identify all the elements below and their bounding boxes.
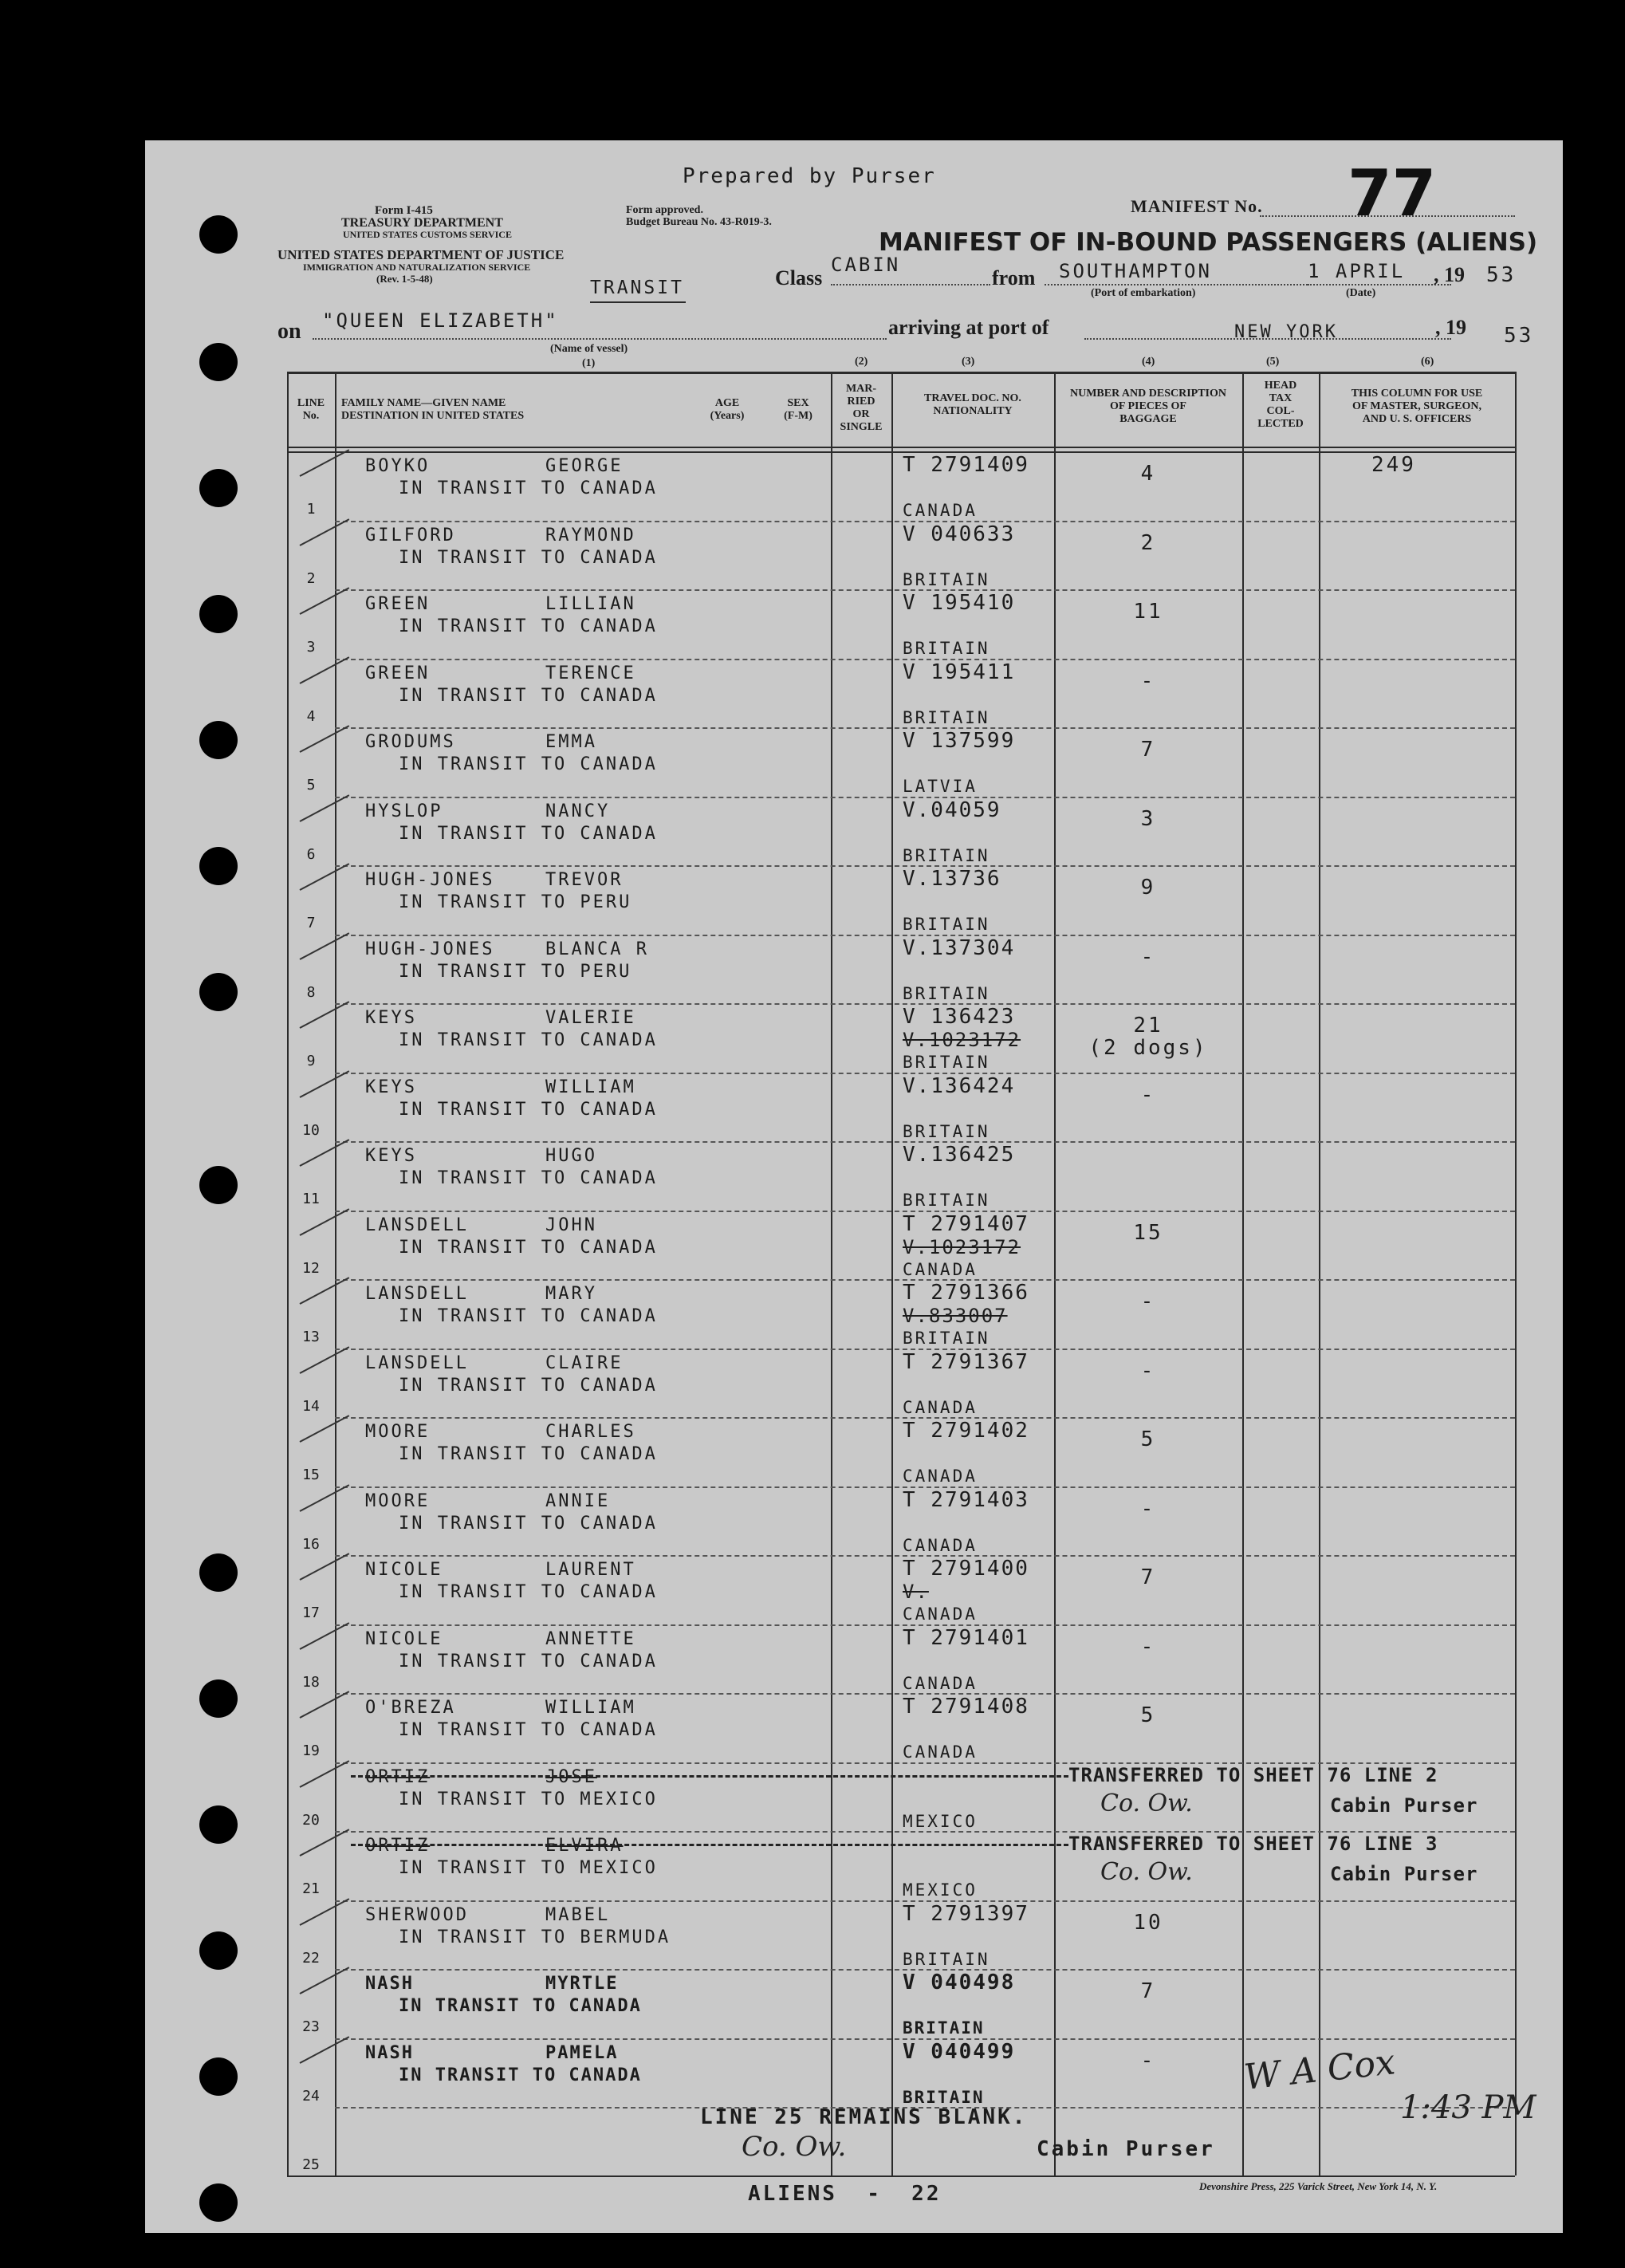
from-label: from bbox=[992, 266, 1036, 289]
line-number: 1 bbox=[306, 501, 316, 518]
nationality: BRITAIN bbox=[903, 1191, 990, 1210]
baggage-count: - bbox=[1140, 2048, 1156, 2073]
punch-hole bbox=[199, 1166, 238, 1204]
vessel-num: (1) bbox=[582, 357, 596, 369]
destination: IN TRANSIT TO CANADA bbox=[399, 1651, 658, 1671]
nationality: BRITAIN bbox=[903, 845, 990, 865]
given-name: NANCY bbox=[545, 801, 611, 821]
destination: IN TRANSIT TO CANADA bbox=[399, 1099, 658, 1120]
baggage-count: 7 bbox=[1140, 1565, 1156, 1589]
line-number: 10 bbox=[302, 1121, 320, 1139]
family-name: KEYS bbox=[365, 1146, 417, 1166]
nationality: BRITAIN bbox=[903, 2018, 985, 2038]
travel-doc-no-alt: V.1023172 bbox=[903, 1029, 1021, 1051]
given-name: RAYMOND bbox=[545, 525, 636, 545]
given-name: PAMELA bbox=[545, 2042, 619, 2063]
nationality: BRITAIN bbox=[903, 569, 990, 589]
vessel-note: (Name of vessel) bbox=[550, 343, 628, 355]
given-name: GEORGE bbox=[545, 456, 624, 476]
year-value-2: 53 bbox=[1504, 324, 1534, 348]
travel-doc-no: V 137599 bbox=[903, 729, 1016, 753]
nationality: CANADA bbox=[903, 1397, 978, 1417]
col-officers: THIS COLUMN FOR USE OF MASTER, SURGEON, AND U. S. OFFICERS bbox=[1351, 388, 1483, 425]
nationality: CANADA bbox=[903, 1535, 978, 1555]
dept-justice: UNITED STATES DEPARTMENT OF JUSTICE bbox=[277, 247, 565, 262]
destination: IN TRANSIT TO PERU bbox=[399, 961, 632, 982]
baggage-count: 11 bbox=[1133, 600, 1163, 624]
budget-bureau: Budget Bureau No. 43-R019-3. bbox=[626, 216, 772, 228]
punch-hole bbox=[199, 1679, 238, 1718]
destination: IN TRANSIT TO MEXICO bbox=[399, 1858, 658, 1878]
line-number: 24 bbox=[302, 2087, 320, 2105]
travel-doc-no: T 2791407 bbox=[903, 1211, 1029, 1236]
punch-hole bbox=[199, 1553, 238, 1592]
destination: IN TRANSIT TO CANADA bbox=[399, 1375, 658, 1396]
officer-time: 1:43 PM bbox=[1400, 2089, 1536, 2126]
given-name: MARY bbox=[545, 1284, 597, 1304]
line-number: 6 bbox=[306, 845, 316, 863]
line-number: 19 bbox=[302, 1742, 320, 1759]
travel-doc-no: V.137304 bbox=[903, 935, 1016, 960]
destination: IN TRANSIT TO CANADA bbox=[399, 1030, 658, 1050]
travel-doc-no: T 2791409 bbox=[903, 453, 1029, 477]
nationality: BRITAIN bbox=[903, 1053, 990, 1072]
manifest-no-value: 77 bbox=[1348, 156, 1437, 230]
line-number: 2 bbox=[306, 569, 316, 587]
col-age: AGE (Years) bbox=[710, 397, 745, 422]
baggage-count: 4 bbox=[1140, 462, 1156, 486]
punch-hole bbox=[199, 2183, 238, 2222]
year-prefix-1: , 19 bbox=[1434, 263, 1465, 286]
class-label: Class bbox=[775, 266, 823, 289]
line-number: 11 bbox=[302, 1191, 320, 1207]
travel-doc-no: V 040499 bbox=[903, 2039, 1016, 2064]
family-name: HYSLOP bbox=[365, 801, 443, 821]
line-number: 18 bbox=[302, 1673, 320, 1691]
nationality: CANADA bbox=[903, 1605, 978, 1624]
family-name: LANSDELL bbox=[365, 1353, 469, 1373]
nationality: LATVIA bbox=[903, 777, 978, 796]
line-number: 5 bbox=[306, 777, 316, 793]
travel-doc-no: V 195410 bbox=[903, 591, 1016, 615]
class-value: CABIN bbox=[831, 254, 901, 276]
nationality: BRITAIN bbox=[903, 639, 990, 658]
destination: IN TRANSIT TO CANADA bbox=[399, 754, 658, 774]
family-name: SHERWOOD bbox=[365, 1904, 469, 1925]
printer-imprint: Devonshire Press, 225 Varick Street, New York 14, N. Y. bbox=[1199, 2180, 1438, 2192]
family-name: LANSDELL bbox=[365, 1215, 469, 1235]
family-name: LANSDELL bbox=[365, 1284, 469, 1304]
baggage-count: 10 bbox=[1133, 1910, 1163, 1935]
officer-note: 249 bbox=[1371, 453, 1416, 477]
given-name: BLANCA R bbox=[545, 939, 649, 959]
given-name: EMMA bbox=[545, 732, 597, 752]
given-name: CHARLES bbox=[545, 1422, 636, 1442]
given-name: ELVIRA bbox=[545, 1836, 624, 1856]
transit-label: TRANSIT bbox=[590, 278, 684, 298]
manifest-no-label: MANIFEST No. bbox=[1131, 196, 1263, 216]
from-value: SOUTHAMPTON bbox=[1059, 260, 1212, 282]
destination: IN TRANSIT TO CANADA bbox=[399, 1582, 658, 1602]
nationality: BRITAIN bbox=[903, 1121, 990, 1141]
destination: IN TRANSIT TO CANADA bbox=[399, 478, 658, 498]
given-name: HUGO bbox=[545, 1146, 597, 1166]
travel-doc-no: V 040498 bbox=[903, 1971, 1016, 1994]
col-num-5: (5) bbox=[1266, 356, 1280, 368]
nationality: MEXICO bbox=[903, 1880, 978, 1900]
line-number: 4 bbox=[306, 707, 316, 725]
family-name: ORTIZ bbox=[365, 1836, 431, 1856]
line-number: 23 bbox=[302, 2018, 320, 2035]
baggage-count: 15 bbox=[1133, 1220, 1163, 1245]
travel-doc-no: T 2791402 bbox=[903, 1419, 1029, 1443]
col-num-6: (6) bbox=[1421, 356, 1434, 368]
nationality: MEXICO bbox=[903, 1811, 978, 1831]
travel-doc-no: V 195411 bbox=[903, 660, 1016, 684]
col-baggage: NUMBER AND DESCRIPTION OF PIECES OF BAGGAGE bbox=[1069, 388, 1227, 425]
arriving-value: NEW YORK bbox=[1234, 322, 1338, 342]
form-id: Form I-415 bbox=[375, 204, 433, 217]
destination: IN TRANSIT TO BERMUDA bbox=[399, 1927, 671, 1947]
family-name: NASH bbox=[365, 2042, 414, 2063]
baggage-count: - bbox=[1140, 668, 1156, 693]
line-number: 14 bbox=[302, 1397, 320, 1415]
nationality: CANADA bbox=[903, 1259, 978, 1279]
baggage-count: - bbox=[1140, 944, 1156, 969]
given-name: WILLIAM bbox=[545, 1077, 636, 1097]
year-prefix-2: , 19 bbox=[1435, 316, 1466, 339]
destination: IN TRANSIT TO CANADA bbox=[399, 1444, 658, 1464]
given-name: TERENCE bbox=[545, 663, 636, 683]
family-name: KEYS bbox=[365, 1008, 417, 1028]
travel-doc-no: T 2791401 bbox=[903, 1625, 1029, 1650]
destination: IN TRANSIT TO CANADA bbox=[399, 1237, 658, 1258]
col-num-4: (4) bbox=[1142, 356, 1155, 368]
destination: IN TRANSIT TO MEXICO bbox=[399, 1789, 658, 1809]
family-name: GRODUMS bbox=[365, 732, 456, 752]
baggage-count: 2 bbox=[1140, 530, 1156, 555]
line-number: 7 bbox=[306, 915, 316, 931]
given-name: JOSE bbox=[545, 1766, 597, 1787]
travel-doc-no: V.04059 bbox=[903, 797, 1001, 822]
baggage-count: - bbox=[1140, 1290, 1156, 1313]
given-name: LAURENT bbox=[545, 1560, 636, 1580]
year-value-1: 53 bbox=[1486, 263, 1517, 287]
line-number: 20 bbox=[302, 1811, 320, 1829]
travel-doc-no-alt: V.1023172 bbox=[903, 1235, 1021, 1258]
punch-hole bbox=[199, 595, 238, 633]
punch-hole bbox=[199, 469, 238, 507]
line-number: 16 bbox=[302, 1535, 320, 1553]
line-number: 21 bbox=[302, 1880, 320, 1897]
given-name: MYRTLE bbox=[545, 1974, 619, 1994]
date-note: (Date) bbox=[1346, 287, 1376, 299]
aliens-count: ALIENS - 22 bbox=[748, 2182, 942, 2206]
baggage-count: 7 bbox=[1140, 1979, 1156, 2003]
punch-hole bbox=[199, 973, 238, 1011]
punch-hole bbox=[199, 2057, 238, 2096]
nationality: CANADA bbox=[903, 1742, 978, 1762]
baggage-count: 5 bbox=[1140, 1703, 1156, 1727]
travel-doc-no: T 2791367 bbox=[903, 1349, 1029, 1374]
family-name: HUGH-JONES bbox=[365, 870, 495, 890]
given-name: ANNIE bbox=[545, 1490, 611, 1511]
line-number: 9 bbox=[306, 1053, 316, 1069]
travel-doc-no: T 2791403 bbox=[903, 1487, 1029, 1512]
punch-hole bbox=[199, 847, 238, 885]
travel-doc-no: T 2791408 bbox=[903, 1695, 1029, 1719]
family-name: O'BREZA bbox=[365, 1698, 456, 1718]
nationality: BRITAIN bbox=[903, 707, 990, 727]
family-name: GILFORD bbox=[365, 525, 456, 545]
prepared-by: Prepared by Purser bbox=[683, 164, 936, 188]
family-name: HUGH-JONES bbox=[365, 939, 495, 959]
purser-initials: Co. Ow. bbox=[1100, 1789, 1193, 1817]
punch-hole bbox=[199, 1931, 238, 1970]
travel-doc-no: T 2791366 bbox=[903, 1281, 1029, 1305]
baggage-count: 5 bbox=[1140, 1427, 1156, 1451]
travel-doc-no: V 040633 bbox=[903, 522, 1016, 546]
baggage-count: 7 bbox=[1140, 738, 1156, 762]
officer-signature: W A Cox bbox=[1241, 2042, 1398, 2098]
destination: IN TRANSIT TO CANADA bbox=[399, 1996, 642, 2016]
given-name: JOHN bbox=[545, 1215, 597, 1235]
transfer-purser: Cabin Purser bbox=[1330, 1794, 1478, 1817]
travel-doc-no-alt: V.833007 bbox=[903, 1305, 1008, 1327]
travel-doc-no: T 2791400 bbox=[903, 1557, 1029, 1581]
line-number: 3 bbox=[306, 639, 316, 656]
family-name: BOYKO bbox=[365, 456, 431, 476]
given-name: WILLIAM bbox=[545, 1698, 636, 1718]
family-name: ORTIZ bbox=[365, 1766, 431, 1787]
on-label: on bbox=[277, 319, 301, 344]
nationality: CANADA bbox=[903, 1673, 978, 1693]
col-num-2: (2) bbox=[855, 356, 868, 368]
arriving-label: arriving at port of bbox=[888, 316, 1049, 339]
nationality: BRITAIN bbox=[903, 1329, 990, 1348]
given-name: TREVOR bbox=[545, 870, 624, 890]
destination: IN TRANSIT TO PERU bbox=[399, 892, 632, 912]
dept-treasury-sub: UNITED STATES CUSTOMS SERVICE bbox=[343, 229, 512, 240]
baggage-count: - bbox=[1140, 1496, 1156, 1521]
given-name: LILLIAN bbox=[545, 594, 636, 614]
baggage-count: - bbox=[1140, 1358, 1156, 1383]
family-name: NICOLE bbox=[365, 1628, 443, 1649]
punch-hole bbox=[199, 215, 238, 254]
purser-signature: Co. Ow. bbox=[742, 2131, 847, 2163]
destination: IN TRANSIT TO CANADA bbox=[399, 823, 658, 844]
transfer-note: TRANSFERRED TO SHEET 76 LINE 3 bbox=[1068, 1833, 1438, 1855]
line-number: 8 bbox=[306, 983, 316, 1001]
nationality: BRITAIN bbox=[903, 983, 990, 1003]
destination: IN TRANSIT TO CANADA bbox=[399, 1168, 658, 1188]
family-name: NICOLE bbox=[365, 1560, 443, 1580]
line-number: 12 bbox=[302, 1259, 320, 1277]
col-sex: SEX (F-M) bbox=[784, 397, 812, 422]
travel-doc-no: V.136425 bbox=[903, 1143, 1016, 1167]
given-name: CLAIRE bbox=[545, 1353, 624, 1373]
destination: IN TRANSIT TO CANADA bbox=[399, 1513, 658, 1534]
transfer-note: TRANSFERRED TO SHEET 76 LINE 2 bbox=[1068, 1763, 1438, 1786]
baggage-count: 3 bbox=[1140, 806, 1156, 831]
line-number: 13 bbox=[302, 1329, 320, 1345]
line25-note: LINE 25 REMAINS BLANK. bbox=[700, 2105, 1028, 2129]
travel-doc-no-alt: V. bbox=[903, 1581, 929, 1603]
travel-doc-no: V.136424 bbox=[903, 1073, 1016, 1098]
footer-purser: Cabin Purser bbox=[1037, 2137, 1215, 2161]
punch-hole bbox=[199, 343, 238, 381]
vessel-value: "QUEEN ELIZABETH" bbox=[322, 309, 559, 332]
destination: IN TRANSIT TO CANADA bbox=[399, 1720, 658, 1740]
line-number: 15 bbox=[302, 1467, 320, 1483]
given-name: VALERIE bbox=[545, 1008, 636, 1028]
travel-doc-no: T 2791397 bbox=[903, 1901, 1029, 1926]
form-rev: (Rev. 1-5-48) bbox=[376, 273, 433, 285]
punch-hole bbox=[199, 1805, 238, 1844]
col-travel-doc: TRAVEL DOC. NO. NATIONALITY bbox=[924, 392, 1021, 417]
punch-hole bbox=[199, 721, 238, 759]
line-number: 25 bbox=[302, 2156, 320, 2173]
family-name: MOORE bbox=[365, 1422, 431, 1442]
destination: IN TRANSIT TO CANADA bbox=[399, 2065, 642, 2085]
destination: IN TRANSIT TO CANADA bbox=[399, 1306, 658, 1326]
line-number: 22 bbox=[302, 1949, 320, 1967]
family-name: GREEN bbox=[365, 594, 431, 614]
destination: IN TRANSIT TO CANADA bbox=[399, 616, 658, 636]
family-name: GREEN bbox=[365, 663, 431, 683]
strike-through-line bbox=[351, 1844, 1068, 1846]
nationality: BRITAIN bbox=[903, 1949, 990, 1969]
travel-doc-no: V.13736 bbox=[903, 867, 1001, 891]
col-name: FAMILY NAME—GIVEN NAME DESTINATION IN UNITED STATES bbox=[341, 397, 525, 422]
destination: IN TRANSIT TO CANADA bbox=[399, 547, 658, 568]
form-approved: Form approved. bbox=[626, 204, 703, 216]
col-num-3: (3) bbox=[962, 356, 975, 368]
baggage-count: - bbox=[1140, 1634, 1156, 1659]
dept-justice-sub: IMMIGRATION AND NATURALIZATION SERVICE bbox=[303, 262, 531, 273]
baggage-count: 9 bbox=[1140, 876, 1156, 900]
baggage-count: - bbox=[1140, 1082, 1156, 1107]
nationality: BRITAIN bbox=[903, 915, 990, 934]
line-number: 17 bbox=[302, 1605, 320, 1621]
baggage-count: 21 (2 dogs) bbox=[1088, 1014, 1208, 1060]
port-embark-note: (Port of embarkation) bbox=[1091, 287, 1196, 299]
family-name: NASH bbox=[365, 1974, 414, 1994]
manifest-sheet bbox=[145, 140, 1563, 2233]
nationality: CANADA bbox=[903, 1467, 978, 1486]
date-value: 1 APRIL bbox=[1308, 260, 1406, 282]
family-name: MOORE bbox=[365, 1490, 431, 1511]
given-name: ANNETTE bbox=[545, 1628, 636, 1649]
purser-initials: Co. Ow. bbox=[1100, 1858, 1193, 1886]
dept-treasury: TREASURY DEPARTMENT bbox=[341, 216, 503, 230]
nationality: CANADA bbox=[903, 501, 978, 520]
given-name: MABEL bbox=[545, 1904, 611, 1925]
col-married: MAR- RIED OR SINGLE bbox=[840, 383, 883, 433]
destination: IN TRANSIT TO CANADA bbox=[399, 685, 658, 706]
travel-doc-no: V 136423 bbox=[903, 1005, 1016, 1029]
manifest-title: MANIFEST OF IN-BOUND PASSENGERS (ALIENS) bbox=[879, 228, 1538, 257]
col-head-tax: HEAD TAX COL- LECTED bbox=[1257, 380, 1304, 430]
strike-through-line bbox=[351, 1775, 1068, 1778]
nationality: BRITAIN bbox=[903, 2087, 985, 2107]
col-line-no: LINE No. bbox=[297, 397, 325, 422]
transfer-purser: Cabin Purser bbox=[1330, 1863, 1478, 1885]
family-name: KEYS bbox=[365, 1077, 417, 1097]
